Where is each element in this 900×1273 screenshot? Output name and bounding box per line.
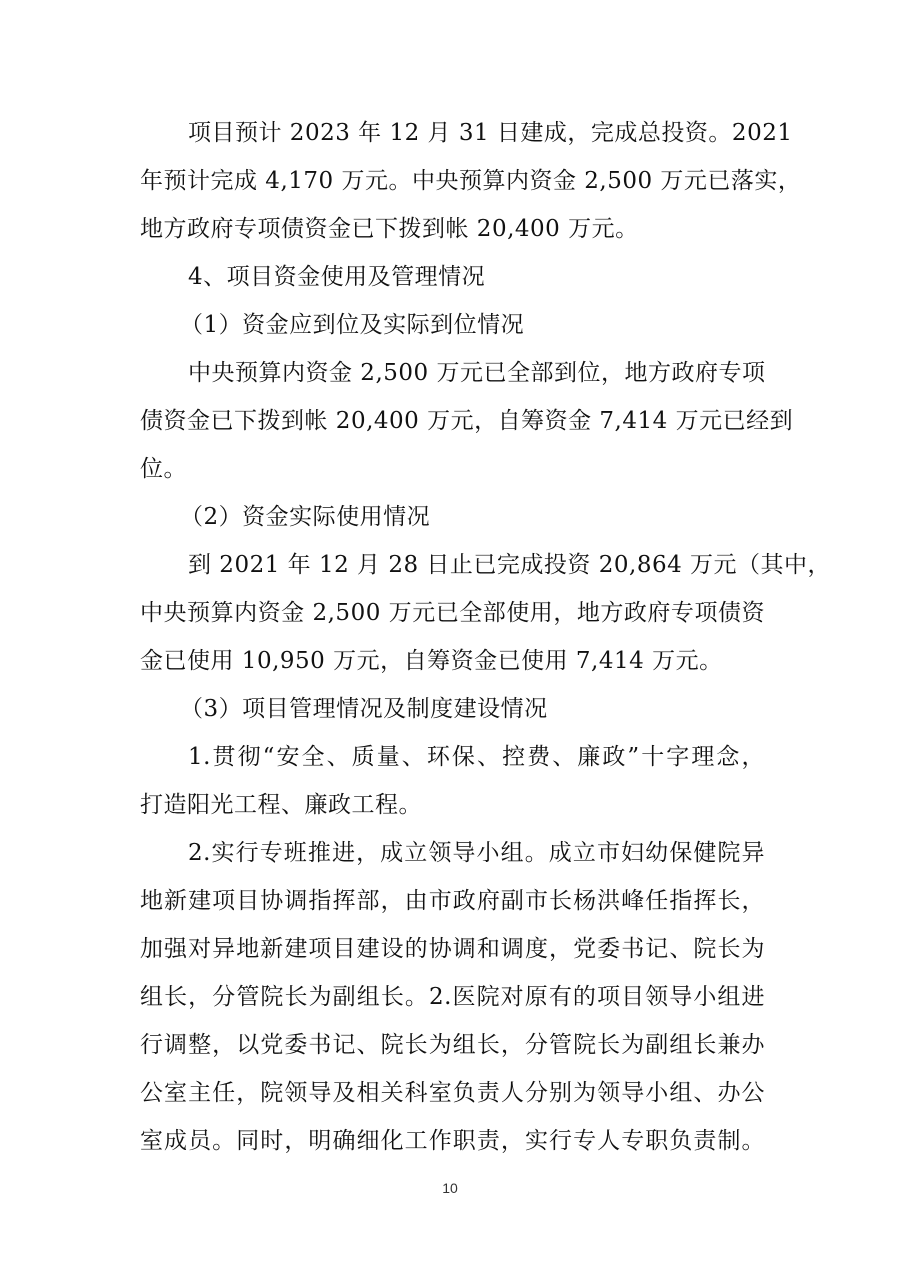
paragraph-line: 公室主任，院领导及相关科室负责人分别为领导小组、办公 [140, 1080, 765, 1106]
paragraph-line: 行调整，以党委书记、院长为组长，分管院长为副组长兼办 [140, 1032, 765, 1058]
subsection-heading: （3）项目管理情况及制度建设情况 [180, 696, 548, 722]
paragraph-line: 金已使用 10,950 万元，自筹资金已使用 7,414 万元。 [140, 648, 723, 674]
paragraph-line: 项目预计 2023 年 12 月 31 日建成，完成总投资。2021 [188, 120, 793, 146]
paragraph-line: 2.实行专班推进，成立领导小组。成立市妇幼保健院异 [188, 840, 765, 866]
page-number: 10 [442, 1180, 458, 1196]
paragraph-line: 中央预算内资金 2,500 万元已全部到位，地方政府专项 [188, 360, 766, 386]
paragraph-line: 债资金已下拨到帐 20,400 万元，自筹资金 7,414 万元已经到 [140, 408, 794, 434]
paragraph-line: 1.贯彻“安全、质量、环保、控费、廉政”十字理念， [188, 744, 765, 770]
paragraph-line: 位。 [140, 456, 187, 482]
paragraph-line: 地新建项目协调指挥部，由市政府副市长杨洪峰任指挥长， [140, 888, 765, 914]
paragraph-line: 组长，分管院长为副组长。2.医院对原有的项目领导小组进 [140, 984, 765, 1010]
section-heading: 4、项目资金使用及管理情况 [188, 264, 486, 290]
paragraph-line: 到 2021 年 12 月 28 日止已完成投资 20,864 万元（其中， [188, 552, 832, 578]
paragraph-line: 加强对异地新建项目建设的协调和调度，党委书记、院长为 [140, 936, 765, 962]
paragraph-line: 年预计完成 4,170 万元。中央预算内资金 2,500 万元已落实， [140, 168, 802, 194]
paragraph-line: 打造阳光工程、廉政工程。 [140, 792, 422, 818]
paragraph-line: 地方政府专项债资金已下拨到帐 20,400 万元。 [140, 216, 639, 242]
paragraph-line: 室成员。同时，明确细化工作职责，实行专人专职负责制。 [140, 1128, 765, 1154]
paragraph-line: 中央预算内资金 2,500 万元已全部使用，地方政府专项债资 [140, 600, 765, 626]
subsection-heading: （2）资金实际使用情况 [180, 504, 431, 530]
subsection-heading: （1）资金应到位及实际到位情况 [180, 312, 525, 338]
